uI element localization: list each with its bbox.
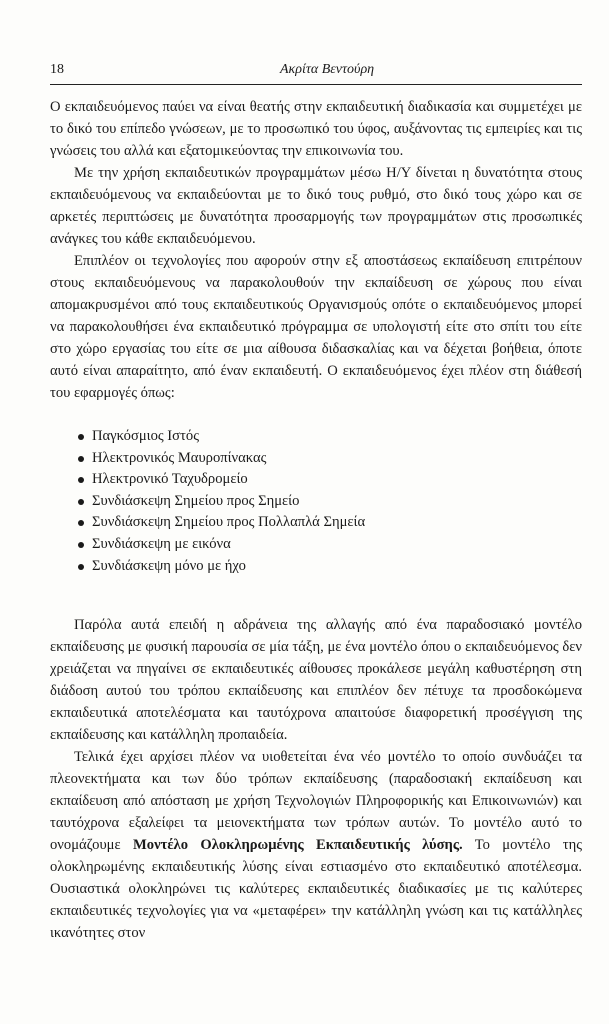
page-body	[50, 96, 582, 944]
page-number: 18	[50, 62, 64, 77]
list-item: Ηλεκτρονικό Ταχυδρομείο	[78, 469, 582, 491]
model-name-bold: Μοντέλο Ολοκληρωμένης Εκπαιδευτικής λύσης.	[133, 837, 463, 854]
list-item: Συνδιάσκεψη μόνο με ήχο	[78, 556, 582, 578]
applications-list	[50, 426, 582, 577]
paragraph-2: Με την χρήση εκπαιδευτικών προγραμμάτων μέσω Η/Υ δίνεται η δυνατότητα στους εκπαιδευόμενους να εκπαιδεύονται με το δικό τους ρυθμό, στο δικό τους χώρο και σε αρκετές περιπτώσεις με δυνατότητα προσαρμογής των προγραμμάτων στις προσωπικές ανάγκες του κάθε εκπαιδευόμενου.	[50, 165, 582, 247]
paragraph-5-end: Το μοντέλο της ολοκληρωμένης εκπαιδευτικής λύσης είναι εστιασμένο στο εκπαιδευτικό αποτέλεσμα. Ουσιαστικά ολοκληρώνει τις καλύτερες εκπαιδευτικές διαδικασίες με τις καλύτερες εκπαιδευτικές τεχνολογίες για να «μεταφέρει» την κατάλληλη γνώση και τις κατάλληλες ικανότητες στον	[50, 837, 583, 942]
paragraph-4: Παρόλα αυτά επειδή η αδράνεια της αλλαγής από ένα παραδοσιακό μοντέλο εκπαίδευσης με φυσική παρουσία σε μία τάξη, με ένα μοντέλο όπου ο εκπαιδευόμενος δεν χρειάζεται να πηγαίνει σε εκπαιδευτικές αίθουσες προκάλεσε μεγάλη καθυστέρηση στη διάδοση αυτού του τρόπου εκπαίδευσης και επιπλέον δεν πέτυχε τα προσδοκώμενα εκπαιδευτικά αποτελέσματα και ταυτόχρονα απαιτούσε διαφορετική προσέγγιση της εκπαίδευσης και κατάλληλη προπαιδεία.	[50, 617, 582, 744]
spacer	[50, 598, 582, 614]
running-title: Ακρίτα Βεντούρη	[280, 62, 375, 77]
paragraph-1: Ο εκπαιδευόμενος παύει να είναι θεατής στην εκπαιδευτική διαδικασία και συμμετέχει με το δικό του επίπεδο γνώσεων, με το προσωπικό του ύφος, αυξάνοντας τις εμπειρίες και τις γνώσεις του αλλά και εξατομικεύοντας την επικοινωνία του.	[50, 99, 582, 159]
paragraph-5	[50, 746, 582, 944]
paragraph-5-start: Τελικά έχει αρχίσει πλέον να υιοθετείται ένα νέο μοντέλο το οποίο συνδυάζει τα πλεονεκτήματα και των δύο τρόπων εκπαίδευσης (παραδοσιακή εκπαίδευση και εκπαίδευση από απόσταση με χρήση Τεχνολογιών Πληροφορικής και Επικοινωνιών) και ταυτόχρονα εξαλείφει τα μειονεκτήματα των τρόπων αυτών. Το μοντέλο αυτό το ονομάζουμε	[50, 749, 582, 854]
paragraph-3: Επιπλέον οι τεχνολογίες που αφορούν στην εξ αποστάσεως εκπαίδευση επιτρέπουν στους εκπαιδευόμενους να παρακολουθούν την εκπαίδευση σε χώρους που είναι απομακρυσμένοι από τους εκπαιδευτικούς Οργανισμούς οπότε ο εκπαιδευόμενος μπορεί να παρακολουθήσει ένα εκπαιδευτικό πρόγραμμα σε υπολογιστή είτε στο σπίτι του είτε στο χώρο εργασίας του είτε σε μια αίθουσα διδασκαλίας και να δέχεται βοήθεια, όποτε αυτό είναι απαραίτητο, από έναν εκπαιδευτή. Ο εκπαιδευόμενος έχει πλέον στη διάθεσή του εφαρμογές όπως:	[50, 253, 582, 401]
list-item: Συνδιάσκεψη Σημείου προς Πολλαπλά Σημεία	[78, 512, 582, 534]
list-item: Συνδιάσκεψη Σημείου προς Σημείο	[78, 491, 582, 513]
list-item: Ηλεκτρονικός Μαυροπίνακας	[78, 448, 582, 470]
list-item: Συνδιάσκεψη με εικόνα	[78, 534, 582, 556]
header-rule	[50, 84, 582, 85]
page-header	[50, 62, 582, 82]
list-item: Παγκόσμιος Ιστός	[78, 426, 582, 448]
